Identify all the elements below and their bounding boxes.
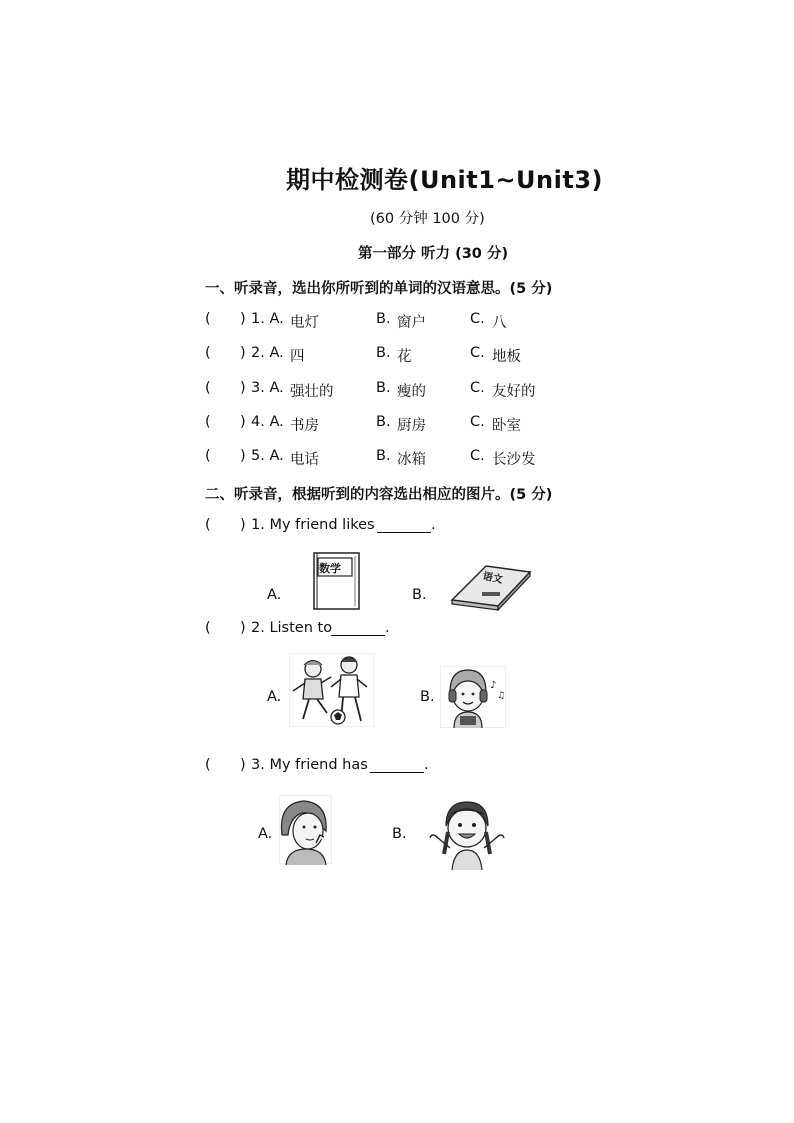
option-a-label: A. xyxy=(258,826,273,842)
option-b-label: B. xyxy=(392,826,407,842)
answer-paren-open[interactable]: ( xyxy=(205,517,211,533)
option-b: 瘦的 xyxy=(397,384,426,400)
question-period: . xyxy=(385,620,390,636)
option-a: 电灯 xyxy=(290,315,319,331)
option-c: 地板 xyxy=(492,349,521,365)
answer-blank[interactable] xyxy=(377,518,431,533)
option-b-label: B. xyxy=(376,414,391,430)
option-a: 强壮的 xyxy=(290,384,334,400)
option-b-label: B. xyxy=(412,587,427,603)
section-1-heading: 一、听录音，选出你所听到的单词的汉语意思。(5 分) xyxy=(205,281,553,297)
girl-short-hair-icon[interactable] xyxy=(276,795,334,865)
option-c-label: C. xyxy=(470,311,485,327)
part-title: 第一部分 听力 (30 分) xyxy=(358,246,509,262)
answer-paren-open[interactable]: ( xyxy=(205,620,211,636)
option-b-label: B. xyxy=(376,311,391,327)
question-text: 1. My friend likes xyxy=(251,517,375,533)
question-number: 2. A. xyxy=(251,345,284,361)
answer-paren-close: ) xyxy=(240,517,246,533)
option-c-label: C. xyxy=(470,380,485,396)
question-number: 3. A. xyxy=(251,380,284,396)
answer-paren-close: ) xyxy=(240,345,246,361)
answer-paren-open[interactable]: ( xyxy=(205,345,211,361)
answer-paren-open[interactable]: ( xyxy=(205,757,211,773)
answer-paren-open[interactable]: ( xyxy=(205,414,211,430)
answer-paren-open[interactable]: ( xyxy=(205,448,211,464)
question-text: 2. Listen to xyxy=(251,620,333,636)
option-b: 厨房 xyxy=(397,418,426,434)
answer-paren-close: ) xyxy=(240,448,246,464)
question-text: 3. My friend has xyxy=(251,757,368,773)
answer-paren-close: ) xyxy=(240,311,246,327)
answer-paren-open[interactable]: ( xyxy=(205,380,211,396)
option-a-label: A. xyxy=(267,587,282,603)
option-b: 花 xyxy=(397,349,412,365)
option-a: 四 xyxy=(290,349,305,365)
answer-paren-close: ) xyxy=(240,757,246,773)
svg-text:♪: ♪ xyxy=(490,680,497,691)
section-2-heading: 二、听录音，根据听到的内容选出相应的图片。(5 分) xyxy=(205,487,553,503)
option-b: 冰箱 xyxy=(397,452,426,468)
answer-paren-close: ) xyxy=(240,414,246,430)
question-number: 1. A. xyxy=(251,311,284,327)
time-score: (60 分钟 100 分) xyxy=(370,211,485,227)
answer-blank[interactable] xyxy=(370,758,424,773)
boys-playing-football-icon[interactable] xyxy=(289,653,375,727)
answer-paren-close: ) xyxy=(240,620,246,636)
option-c: 友好的 xyxy=(492,384,536,400)
option-a-label: A. xyxy=(267,689,282,705)
option-b: 窗户 xyxy=(397,315,426,331)
option-a: 电话 xyxy=(290,452,319,468)
option-b-label: B. xyxy=(376,345,391,361)
question-number: 4. A. xyxy=(251,414,284,430)
option-c: 卧室 xyxy=(492,418,521,434)
girl-long-hair-icon[interactable] xyxy=(426,796,508,870)
answer-paren-open[interactable]: ( xyxy=(205,311,211,327)
math-book-label: 数学 xyxy=(319,562,341,575)
girl-listening-to-music-icon[interactable] xyxy=(440,666,508,730)
option-c-label: C. xyxy=(470,414,485,430)
page-title: 期中检测卷(Unit1~Unit3) xyxy=(286,166,603,194)
svg-text:♫: ♫ xyxy=(497,691,506,701)
option-c-label: C. xyxy=(470,345,485,361)
math-book-icon[interactable] xyxy=(305,548,365,612)
question-number: 5. A. xyxy=(251,448,284,464)
option-c: 八 xyxy=(492,315,507,331)
answer-paren-close: ) xyxy=(240,380,246,396)
option-b-label: B. xyxy=(376,448,391,464)
option-c: 长沙发 xyxy=(492,452,536,468)
option-c-label: C. xyxy=(470,448,485,464)
chinese-book-label: 语文 xyxy=(481,570,504,586)
question-period: . xyxy=(431,517,436,533)
option-b-label: B. xyxy=(420,689,435,705)
option-a: 书房 xyxy=(290,418,319,434)
answer-blank[interactable] xyxy=(331,621,385,636)
question-period: . xyxy=(424,757,429,773)
option-b-label: B. xyxy=(376,380,391,396)
